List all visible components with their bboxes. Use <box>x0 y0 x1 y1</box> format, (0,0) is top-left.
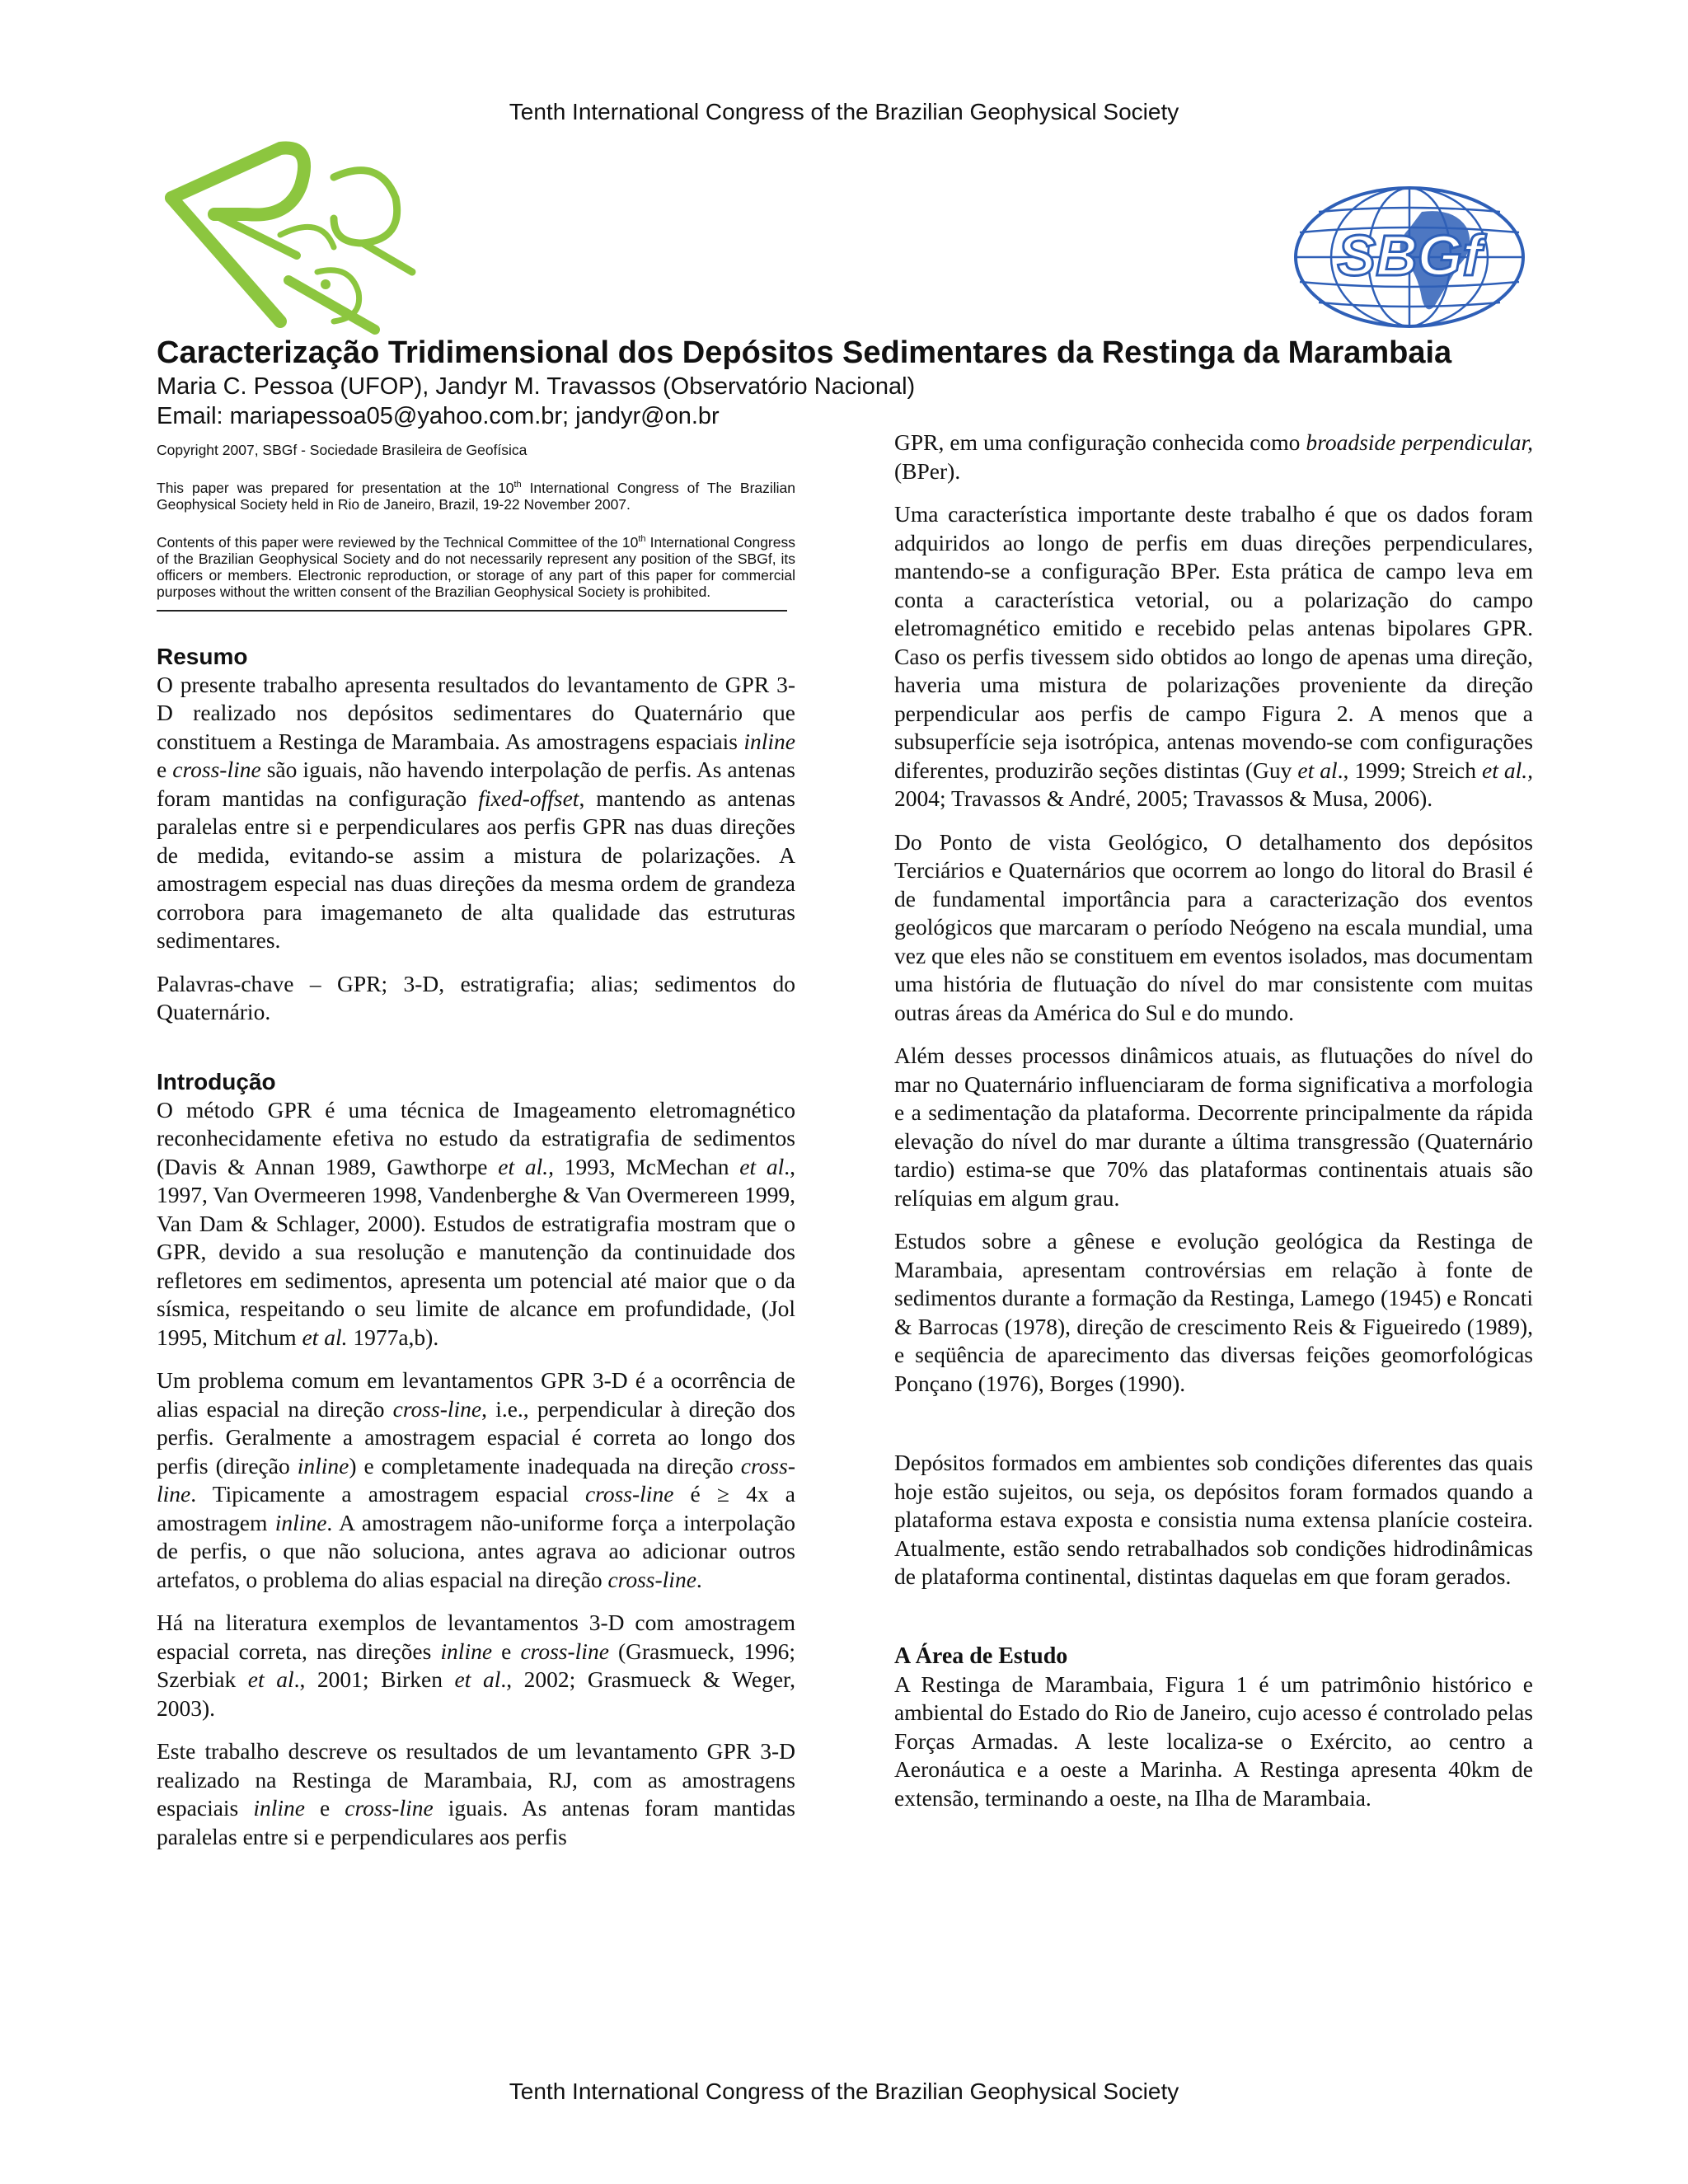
intro-paragraph-1: O método GPR é uma técnica de Imageamento eletromagnético reconhecidamente efetiva no estudo da estratigrafia de sedimentos (Davis & Annan 1989, Gawthorpe et al., 1993, McMechan et al., 1997, Van Overmeeren 1998, Vandenberghe & Van Overmereen 1999, Van Dam & Schlager, 2000). Estudos de estratigrafia mostram que o GPR, devido a sua resolução e manutenção da continuidade dos refletores em sedimentos, apresenta um potencial até maior que o da sísmica, respeitando o seu limite de alcance em profundidade, (Jol 1995, Mitchum et al. 1977a,b). <box>157 1096 796 1350</box>
congress-logo-icon <box>157 140 420 338</box>
area-paragraph: A Restinga de Marambaia, Figura 1 é um patrimônio histórico e ambiental do Estado do Rio de Janeiro, cujo acesso é controlado pelas Forças Armadas. A leste localiza-se o Exército, ao centro a Aeronáutica e a oeste a Marinha. A Restinga apresenta 40km de extensão, terminando a oeste, na Ilha de Marambaia. <box>894 1671 1533 1811</box>
authors: Maria C. Pessoa (UFOP), Jandyr M. Travassos (Observatório Nacional) <box>157 373 916 400</box>
right-paragraph-5: Estudos sobre a gênese e evolução geológica da Restinga de Marambaia, apresentam controvérsias em relação à fonte de sedimentos durante a formação da Restinga, Lamego (1945) e Roncati & Barrocas (1978), direção de crescimento Reis & Figueiredo (1989), e seqüência de aparecimento das diversas feições geomorfológicas Ponçano (1976), Borges (1990). <box>894 1228 1533 1396</box>
copyright-notice: Copyright 2007, SBGf - Sociedade Brasileira de Geofísica <box>157 442 528 458</box>
left-column <box>157 442 795 1866</box>
section-heading-resumo: Resumo <box>157 643 248 669</box>
running-header: Tenth International Congress of the Brazilian Geophysical Society <box>509 99 1179 124</box>
running-footer: Tenth International Congress of the Brazilian Geophysical Society <box>509 2079 1179 2104</box>
congress-logo <box>157 140 420 338</box>
right-paragraph-6: Depósitos formados em ambientes sob condições diferentes das quais hoje estão sujeitos, ou seja, os depósitos foram formados quando a plataforma estava exposta e consistia numa extensa planície costeira. Atualmente, estão sendo retrabalhados sob condições hidrodinâmicas de plataforma continental, distintas daquelas em que foram gerados. <box>894 1450 1533 1589</box>
intro-paragraph-3: Há na literatura exemplos de levantamentos 3-D com amostragem espacial correta, nas direções inline e cross-line (Grasmueck, 1996; Szerbiak et al., 2001; Birken et al., 2002; Grasmueck & Weger, 2003). <box>157 1610 795 1721</box>
sbgf-logo <box>1290 183 1529 331</box>
right-column <box>894 429 1533 1827</box>
right-paragraph-4: Além desses processos dinâmicos atuais, as flutuações do nível do mar no Quaternário influenciaram de forma significativa a morfologia e a sedimentação da plataforma. Decorrente principalmente da rápida elevação do nível do mar durante a última transgressão (Quaternário tardio) estima-se que 70% das plataformas continentais atuais são relíquias em algum grau. <box>894 1043 1533 1211</box>
prepared-notice: This paper was prepared for presentation at the 10th International Congress of The Brazilian Geophysical Society held in Rio de Janeiro, Brazil, 19-22 November 2007. <box>157 479 796 513</box>
email: Email: mariapessoa05@yahoo.com.br; jandyr@on.br <box>157 403 720 429</box>
title-block <box>157 334 1541 431</box>
section-heading-introducao: Introdução <box>157 1068 276 1094</box>
globe-icon <box>1290 183 1529 331</box>
intro-paragraph-4: Este trabalho descreve os resultados de um levantamento GPR 3-D realizado na Restinga de Marambaia, RJ, com as amostragens espaciais inline e cross-line iguais. As antenas foram mantidas paralelas entre si e perpendiculares aos perfis <box>157 1738 795 1849</box>
contents-notice: Contents of this paper were reviewed by the Technical Committee of the 10th International Congress of the Brazilian Geophysical Society and do not necessarily represent any position of the SBGf, its officers or members. Electronic reproduction, or storage of any part of this paper for commercial purposes without the written consent of the Brazilian Geophysical Society is prohibited. <box>157 533 795 600</box>
keywords: Palavras-chave – GPR; 3-D, estratigrafia; alias; sedimentos do Quaternário. <box>157 970 795 1025</box>
section-heading-area-de-estudo: A Área de Estudo <box>894 1643 1068 1669</box>
right-paragraph-2: Uma característica importante deste trabalho é que os dados foram adquiridos ao longo de perfis em duas direções perpendiculares, mantendo-se a configuração BPer. Esta prática de campo leva em conta a característica vetorial, ou a polarização do campo eletromagnético emitido e recebido pelas antenas bipolares GPR. Caso os perfis tivessem sido obtidos ao longo de apenas uma direção, haveria uma mistura de polarizações proveniente da direção perpendicular aos perfis de campo Figura 2. A menos que a subsuperfície seja isotrópica, antenas movendo-se com configurações diferentes, produzirão seções distintas (Guy et al., 1999; Streich et al., 2004; Travassos & André, 2005; Travassos & Musa, 2006). <box>894 501 1533 811</box>
intro-paragraph-2: Um problema comum em levantamentos GPR 3-D é a ocorrência de alias espacial na direção cross-line, i.e., perpendicular à direção dos perfis. Geralmente a amostragem espacial é correta ao longo dos perfis (direção inline) e completamente inadequada na direção cross-line. Tipicamente a amostragem espacial cross-line é ≥ 4x a amostragem inline. A amostragem não-uniforme força a interpolação de perfis, o que não soluciona, antes agrava ao adicionar outros artefatos, o problema do alias espacial na direção cross-line. <box>157 1367 795 1592</box>
right-paragraph-1: GPR, em uma configuração conhecida como broadside perpendicular, (BPer). <box>894 429 1533 484</box>
paper-title: Caracterização Tridimensional dos Depósitos Sedimentares da Restinga da Marambaia <box>157 335 1452 370</box>
resumo-paragraph: O presente trabalho apresenta resultados do levantamento de GPR 3-D realizado nos depósitos sedimentares do Quaternário que constituem a Restinga de Marambaia. As amostragens espaciais inline e cross-line são iguais, não havendo interpolação de perfis. As antenas foram mantidas na configuração fixed-offset, mantendo as antenas paralelas entre si e perpendiculares aos perfis GPR nas duas direções de medida, evitando-se assim a mistura de polarizações. A amostragem especial nas duas direções da mesma ordem de grandeza corrobora para imagemaneto de alta qualidade das estruturas sedimentares. <box>157 671 796 954</box>
right-paragraph-3: Do Ponto de vista Geológico, O detalhamento dos depósitos Terciários e Quaternários que ocorrem ao longo do litoral do Brasil é de fundamental importância para a caracterização dos eventos geológicos que marcaram o período Neógeno na escala mundial, uma vez que eles não se constituem em eventos isolados, mas documentam uma história de flutuação do nível do mar consistente com muitas outras áreas da América do Sul e do mundo. <box>894 828 1533 1025</box>
sbgf-logo-text: SBGf <box>1337 223 1482 288</box>
